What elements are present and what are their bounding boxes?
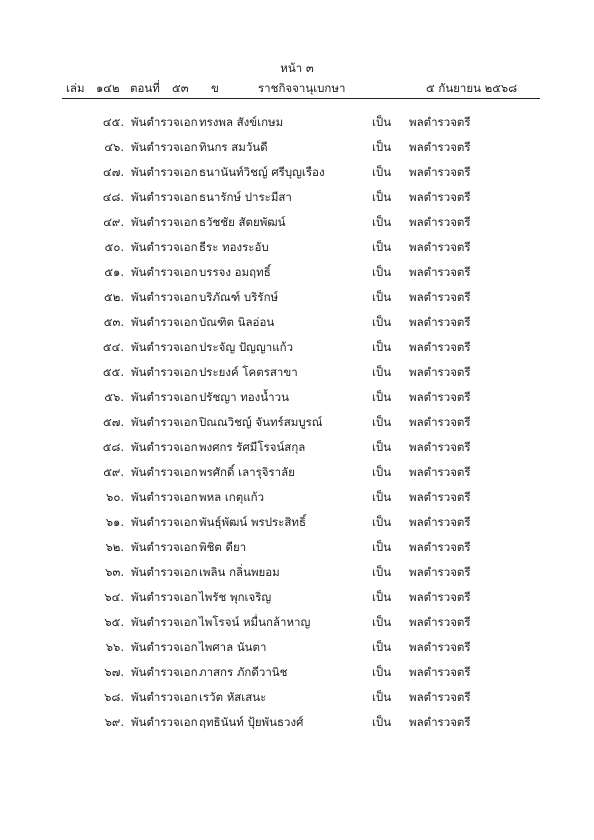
current-rank: พันตำรวจเอก — [131, 240, 198, 254]
entry-number: ๕๑. — [104, 265, 124, 279]
officer-name: บริภัณฑ์ บริรักษ์ — [199, 290, 279, 304]
promotion-verb: เป็น — [372, 465, 392, 479]
promotion-verb: เป็น — [372, 515, 392, 529]
entry-number: ๕๘. — [102, 440, 124, 454]
officer-name: พหล เกตุแก้ว — [199, 490, 265, 504]
new-rank: พลตำรวจตรี — [409, 165, 471, 179]
officer-name: บรรจง อมฤทธิ์ — [199, 265, 271, 279]
section-part: ข — [211, 81, 219, 95]
entry-number: ๖๔. — [104, 590, 124, 604]
officer-name: ประยงค์ โคตรสาขา — [199, 365, 298, 379]
entry-number: ๖๒. — [105, 540, 124, 554]
current-rank: พันตำรวจเอก — [131, 490, 198, 504]
entry-number: ๕๗. — [102, 415, 124, 429]
promotion-verb: เป็น — [372, 340, 392, 354]
officer-name: ภาสกร ภักดีวานิช — [199, 665, 288, 679]
officer-name: ปิณณวิชญ์ จันทร์สมบูรณ์ — [199, 415, 323, 429]
promotion-verb: เป็น — [372, 540, 392, 554]
officer-name: พันธุ์พัฒน์ พรประสิทธิ์ — [199, 515, 306, 529]
new-rank: พลตำรวจตรี — [409, 590, 471, 604]
promotion-verb: เป็น — [372, 615, 392, 629]
promotion-verb: เป็น — [372, 315, 392, 329]
entry-number: ๕๕. — [102, 365, 124, 379]
entry-number: ๖๗. — [104, 665, 124, 679]
entry-number: ๖๙. — [104, 715, 124, 729]
entry-number: ๔๕. — [102, 115, 124, 129]
new-rank: พลตำรวจตรี — [409, 365, 471, 379]
current-rank: พันตำรวจเอก — [131, 265, 198, 279]
new-rank: พลตำรวจตรี — [409, 190, 471, 204]
current-rank: พันตำรวจเอก — [131, 390, 198, 404]
new-rank: พลตำรวจตรี — [409, 515, 471, 529]
promotion-verb: เป็น — [372, 365, 392, 379]
list-item — [0, 164, 594, 189]
current-rank: พันตำรวจเอก — [131, 315, 198, 329]
current-rank: พันตำรวจเอก — [131, 140, 198, 154]
officer-name: ธีระ ทองระอับ — [199, 240, 269, 254]
officer-name: ไพศาล นันตา — [199, 640, 267, 654]
new-rank: พลตำรวจตรี — [409, 140, 471, 154]
header-rule — [62, 98, 540, 99]
section-label: ตอนที่ — [130, 81, 160, 95]
new-rank: พลตำรวจตรี — [409, 665, 471, 679]
officer-name: ประจัญ ปัญญาแก้ว — [199, 340, 294, 354]
list-item — [0, 614, 594, 639]
entry-number: ๕๖. — [104, 390, 124, 404]
new-rank: พลตำรวจตรี — [409, 390, 471, 404]
list-item — [0, 439, 594, 464]
entry-number: ๔๙. — [103, 215, 124, 229]
entry-number: ๖๐. — [106, 490, 124, 504]
entry-number: ๕๒. — [104, 290, 124, 304]
promotion-verb: เป็น — [372, 715, 392, 729]
new-rank: พลตำรวจตรี — [409, 615, 471, 629]
new-rank: พลตำรวจตรี — [409, 690, 471, 704]
officer-name: ธวัชชัย สัตยพัฒน์ — [199, 215, 286, 229]
current-rank: พันตำรวจเอก — [131, 365, 198, 379]
publication-date: ๕ กันยายน ๒๕๖๘ — [426, 81, 518, 95]
officer-name: ธนานันท์วิชญ์ ศรีบุญเรือง — [199, 165, 325, 179]
current-rank: พันตำรวจเอก — [131, 165, 198, 179]
entry-number: ๖๘. — [104, 690, 124, 704]
list-item — [0, 139, 594, 164]
current-rank: พันตำรวจเอก — [131, 415, 198, 429]
promotion-verb: เป็น — [372, 590, 392, 604]
list-item — [0, 114, 594, 139]
promotion-verb: เป็น — [372, 440, 392, 454]
new-rank: พลตำรวจตรี — [409, 715, 471, 729]
volume-number: ๑๔๒ — [96, 81, 120, 95]
promotion-verb: เป็น — [372, 215, 392, 229]
current-rank: พันตำรวจเอก — [131, 590, 198, 604]
current-rank: พันตำรวจเอก — [131, 690, 198, 704]
list-item — [0, 189, 594, 214]
officer-name: ธนารักษ์ ปาระมีสา — [199, 190, 292, 204]
new-rank: พลตำรวจตรี — [409, 465, 471, 479]
promotion-verb: เป็น — [372, 240, 392, 254]
entry-number: ๖๑. — [105, 515, 124, 529]
current-rank: พันตำรวจเอก — [131, 640, 198, 654]
list-item — [0, 514, 594, 539]
promotion-verb: เป็น — [372, 415, 392, 429]
entry-number: ๕๐. — [104, 240, 124, 254]
new-rank: พลตำรวจตรี — [409, 565, 471, 579]
new-rank: พลตำรวจตรี — [409, 215, 471, 229]
promotion-verb: เป็น — [372, 140, 392, 154]
new-rank: พลตำรวจตรี — [409, 290, 471, 304]
current-rank: พันตำรวจเอก — [131, 190, 198, 204]
new-rank: พลตำรวจตรี — [409, 640, 471, 654]
current-rank: พันตำรวจเอก — [131, 340, 198, 354]
current-rank: พันตำรวจเอก — [131, 565, 198, 579]
promotion-verb: เป็น — [372, 190, 392, 204]
officer-name: ไพโรจน์ หมื่นกล้าหาญ — [199, 615, 311, 629]
list-item — [0, 339, 594, 364]
promotion-verb: เป็น — [372, 165, 392, 179]
promotion-verb: เป็น — [372, 115, 392, 129]
promotion-list — [0, 114, 594, 739]
current-rank: พันตำรวจเอก — [131, 665, 198, 679]
new-rank: พลตำรวจตรี — [409, 340, 471, 354]
current-rank: พันตำรวจเอก — [131, 540, 198, 554]
promotion-verb: เป็น — [372, 640, 392, 654]
list-item — [0, 639, 594, 664]
volume-label: เล่ม — [66, 81, 85, 95]
list-item — [0, 264, 594, 289]
entry-number: ๕๓. — [103, 315, 124, 329]
gazette-title: ราชกิจจานุเบกษา — [258, 81, 346, 95]
list-item — [0, 589, 594, 614]
entry-number: ๕๔. — [102, 340, 124, 354]
entry-number: ๔๖. — [104, 140, 124, 154]
entry-number: ๖๕. — [104, 615, 124, 629]
current-rank: พันตำรวจเอก — [131, 115, 198, 129]
new-rank: พลตำรวจตรี — [409, 440, 471, 454]
officer-name: เรวัต หัสเสนะ — [199, 690, 267, 704]
entry-number: ๖๖. — [105, 640, 124, 654]
list-item — [0, 689, 594, 714]
officer-name: พงศกร รัศมีโรจน์สกุล — [199, 440, 306, 454]
list-item — [0, 414, 594, 439]
officer-name: ปรัชญา ทองน้ำวน — [199, 390, 289, 404]
promotion-verb: เป็น — [372, 265, 392, 279]
officer-name: ฤทธินันท์ ปุ้ยพันธวงศ์ — [199, 715, 304, 729]
current-rank: พันตำรวจเอก — [131, 715, 198, 729]
promotion-verb: เป็น — [372, 665, 392, 679]
list-item — [0, 714, 594, 739]
new-rank: พลตำรวจตรี — [409, 315, 471, 329]
new-rank: พลตำรวจตรี — [409, 265, 471, 279]
new-rank: พลตำรวจตรี — [409, 540, 471, 554]
entry-number: ๔๘. — [102, 190, 124, 204]
new-rank: พลตำรวจตรี — [409, 415, 471, 429]
gazette-header — [0, 80, 594, 100]
promotion-verb: เป็น — [372, 490, 392, 504]
officer-name: ทรงพล สังข์เกษม — [199, 115, 284, 129]
promotion-verb: เป็น — [372, 390, 392, 404]
promotion-verb: เป็น — [372, 290, 392, 304]
list-item — [0, 314, 594, 339]
list-item — [0, 564, 594, 589]
entry-number: ๕๙. — [103, 465, 124, 479]
officer-name: บัณฑิต นิลอ่อน — [199, 315, 275, 329]
section-number: ๕๓ — [172, 81, 189, 95]
current-rank: พันตำรวจเอก — [131, 515, 198, 529]
officer-name: เพลิน กลิ่นพยอม — [199, 565, 280, 579]
list-item — [0, 464, 594, 489]
list-item — [0, 539, 594, 564]
current-rank: พันตำรวจเอก — [131, 615, 198, 629]
list-item — [0, 239, 594, 264]
list-item — [0, 664, 594, 689]
promotion-verb: เป็น — [372, 565, 392, 579]
current-rank: พันตำรวจเอก — [131, 440, 198, 454]
list-item — [0, 364, 594, 389]
new-rank: พลตำรวจตรี — [409, 240, 471, 254]
current-rank: พันตำรวจเอก — [131, 215, 198, 229]
list-item — [0, 389, 594, 414]
entry-number: ๔๗. — [102, 165, 124, 179]
current-rank: พันตำรวจเอก — [131, 290, 198, 304]
page-number: หน้า ๓ — [280, 61, 314, 75]
officer-name: ไพรัช พุกเจริญ — [199, 590, 272, 604]
officer-name: ทินกร สมวันดี — [199, 140, 268, 154]
list-item — [0, 489, 594, 514]
entry-number: ๖๓. — [105, 565, 124, 579]
promotion-verb: เป็น — [372, 690, 392, 704]
officer-name: พรศักดิ์ เลารุจิราลัย — [199, 465, 295, 479]
list-item — [0, 289, 594, 314]
list-item — [0, 214, 594, 239]
new-rank: พลตำรวจตรี — [409, 490, 471, 504]
new-rank: พลตำรวจตรี — [409, 115, 471, 129]
current-rank: พันตำรวจเอก — [131, 465, 198, 479]
officer-name: พิชิต ดียา — [199, 540, 247, 554]
